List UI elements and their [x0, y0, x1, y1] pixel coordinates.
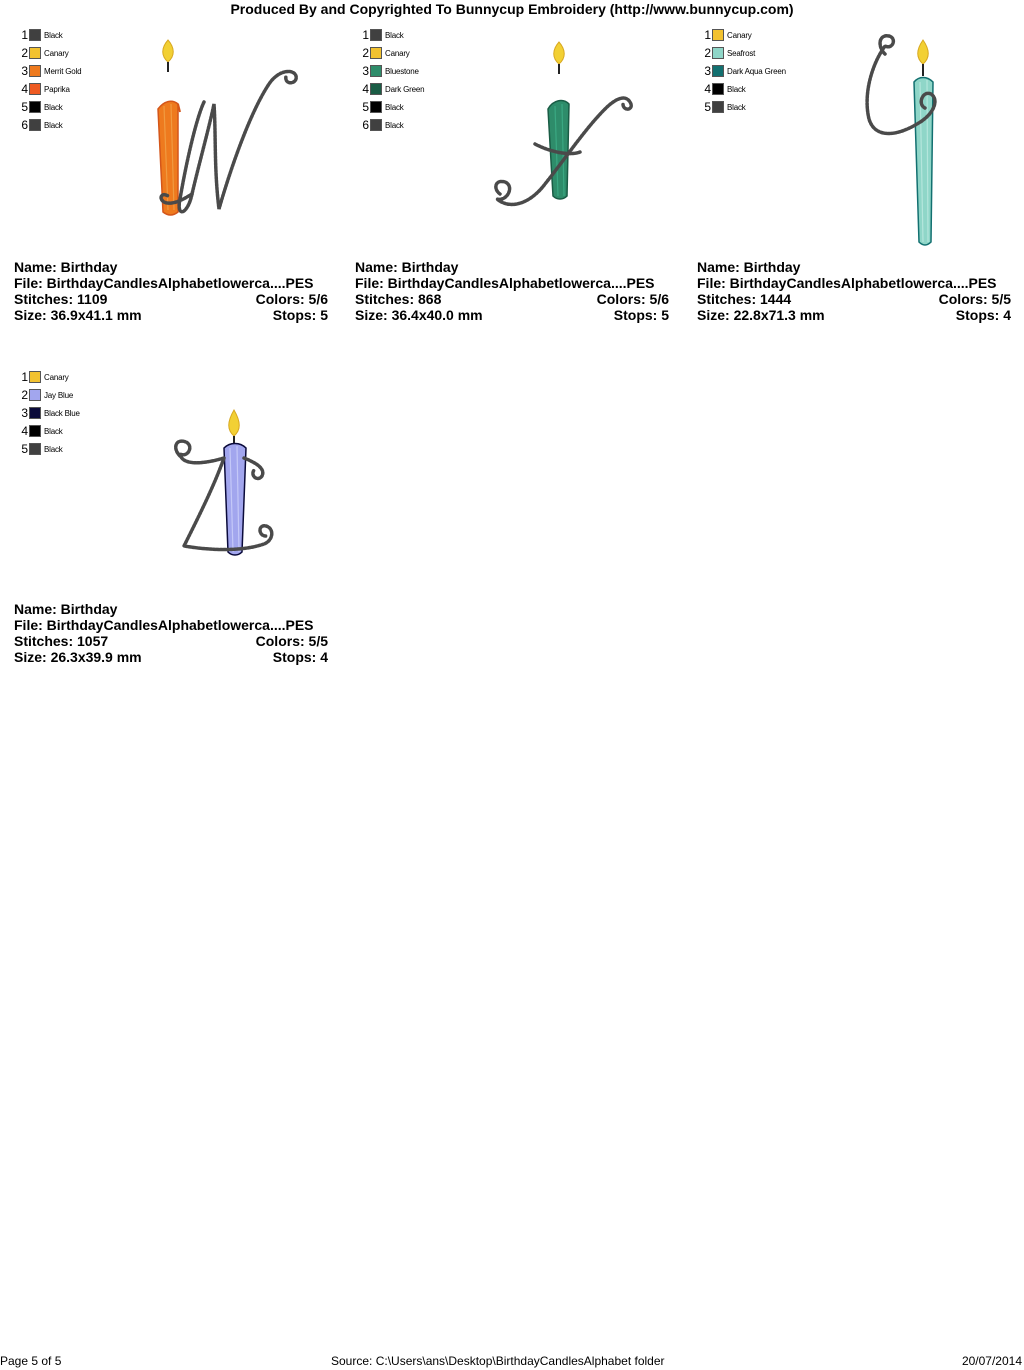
design-file: File: BirthdayCandlesAlphabetlowerca....PES	[697, 275, 997, 291]
color-swatch-row: 4 Black	[21, 424, 63, 438]
color-swatch-row: 3 Merrit Gold	[21, 64, 82, 78]
color-palette	[19, 26, 81, 134]
color-swatch-row: 6 Black	[362, 118, 404, 132]
color-swatch-row: 5 Black	[21, 442, 63, 456]
candle-y-svg	[827, 24, 1017, 254]
design-stops: Stops: 4	[272, 649, 328, 665]
color-swatch	[29, 65, 41, 77]
design-size: Size: 36.9x41.1 mm	[14, 307, 142, 323]
design-card-x	[355, 24, 675, 344]
design-colors: Colors: 5/5	[255, 633, 328, 649]
color-swatch	[29, 101, 41, 113]
color-swatch-row: 2 Jay Blue	[21, 388, 74, 402]
color-swatch	[370, 65, 382, 77]
color-swatch-row: 3 Dark Aqua Green	[704, 64, 786, 78]
color-swatch-row: 1 Black	[21, 28, 63, 42]
color-swatch-row: 5 Black	[362, 100, 404, 114]
design-stitches: Stitches: 868	[355, 291, 442, 307]
color-palette	[702, 26, 786, 116]
design-colors: Colors: 5/6	[255, 291, 328, 307]
design-colors: Colors: 5/6	[596, 291, 669, 307]
page-header: Produced By and Copyrighted To Bunnycup Embroidery (http://www.bunnycup.com)	[230, 1, 794, 17]
design-file: File: BirthdayCandlesAlphabetlowerca....PES	[355, 275, 655, 291]
color-swatch	[370, 119, 382, 131]
candle-z-svg	[144, 366, 334, 596]
color-swatch-row: 3 Bluestone	[362, 64, 419, 78]
color-swatch-row: 2 Seafrost	[704, 46, 756, 60]
design-card-w	[14, 24, 334, 344]
design-info	[355, 259, 669, 323]
color-swatch	[712, 101, 724, 113]
design-stops: Stops: 5	[272, 307, 328, 323]
color-swatch-row: 2 Canary	[21, 46, 69, 60]
color-swatch	[712, 83, 724, 95]
color-swatch	[370, 47, 382, 59]
candle-letter-w-image	[144, 24, 334, 254]
candle-letter-x-image	[485, 24, 675, 254]
design-stops: Stops: 4	[955, 307, 1011, 323]
candle-letter-y-image	[827, 24, 1017, 254]
page-number: Page 5 of 5	[0, 1354, 62, 1368]
color-swatch-row: 1 Canary	[21, 370, 69, 384]
design-stitches: Stitches: 1057	[14, 633, 109, 649]
candle-x-svg	[485, 24, 675, 254]
design-file: File: BirthdayCandlesAlphabetlowerca....PES	[14, 617, 314, 633]
design-size: Size: 36.4x40.0 mm	[355, 307, 483, 323]
color-palette	[360, 26, 424, 134]
color-swatch	[370, 101, 382, 113]
color-swatch-row: 1 Black	[362, 28, 404, 42]
color-swatch-row: 3 Black Blue	[21, 406, 80, 420]
color-swatch-row: 6 Black	[21, 118, 63, 132]
color-swatch	[29, 389, 41, 401]
color-swatch	[29, 83, 41, 95]
design-name: Name: Birthday	[14, 601, 118, 617]
color-swatch	[29, 425, 41, 437]
design-stitches: Stitches: 1444	[697, 291, 792, 307]
color-swatch	[712, 29, 724, 41]
color-swatch	[29, 371, 41, 383]
design-size: Size: 26.3x39.9 mm	[14, 649, 142, 665]
color-swatch-row: 2 Canary	[362, 46, 410, 60]
source-path: Source: C:\Users\ans\Desktop\BirthdayCandlesAlphabet folder	[331, 1354, 665, 1368]
design-colors: Colors: 5/5	[938, 291, 1011, 307]
design-name: Name: Birthday	[14, 259, 118, 275]
color-swatch-row: 5 Black	[704, 100, 746, 114]
color-swatch-row: 4 Dark Green	[362, 82, 425, 96]
color-swatch	[29, 443, 41, 455]
design-name: Name: Birthday	[355, 259, 459, 275]
design-file: File: BirthdayCandlesAlphabetlowerca....PES	[14, 275, 314, 291]
color-swatch-row: 5 Black	[21, 100, 63, 114]
candle-w-svg	[144, 24, 334, 254]
design-info	[14, 601, 328, 665]
design-info	[14, 259, 328, 323]
design-size: Size: 22.8x71.3 mm	[697, 307, 825, 323]
design-info	[697, 259, 1011, 323]
color-swatch	[29, 407, 41, 419]
color-swatch-row: 4 Black	[704, 82, 746, 96]
color-palette	[19, 368, 80, 458]
design-stops: Stops: 5	[613, 307, 669, 323]
color-swatch	[370, 29, 382, 41]
color-swatch-row: 1 Canary	[704, 28, 752, 42]
color-swatch	[29, 119, 41, 131]
print-date: 20/07/2014	[961, 1354, 1022, 1368]
color-swatch	[29, 47, 41, 59]
color-swatch	[370, 83, 382, 95]
design-card-z	[14, 366, 334, 686]
design-card-y	[697, 24, 1017, 344]
color-swatch	[712, 65, 724, 77]
design-name: Name: Birthday	[697, 259, 801, 275]
color-swatch	[29, 29, 41, 41]
design-stitches: Stitches: 1109	[14, 291, 108, 307]
color-swatch	[712, 47, 724, 59]
candle-letter-z-image	[144, 366, 334, 596]
color-swatch-row: 4 Paprika	[21, 82, 70, 96]
